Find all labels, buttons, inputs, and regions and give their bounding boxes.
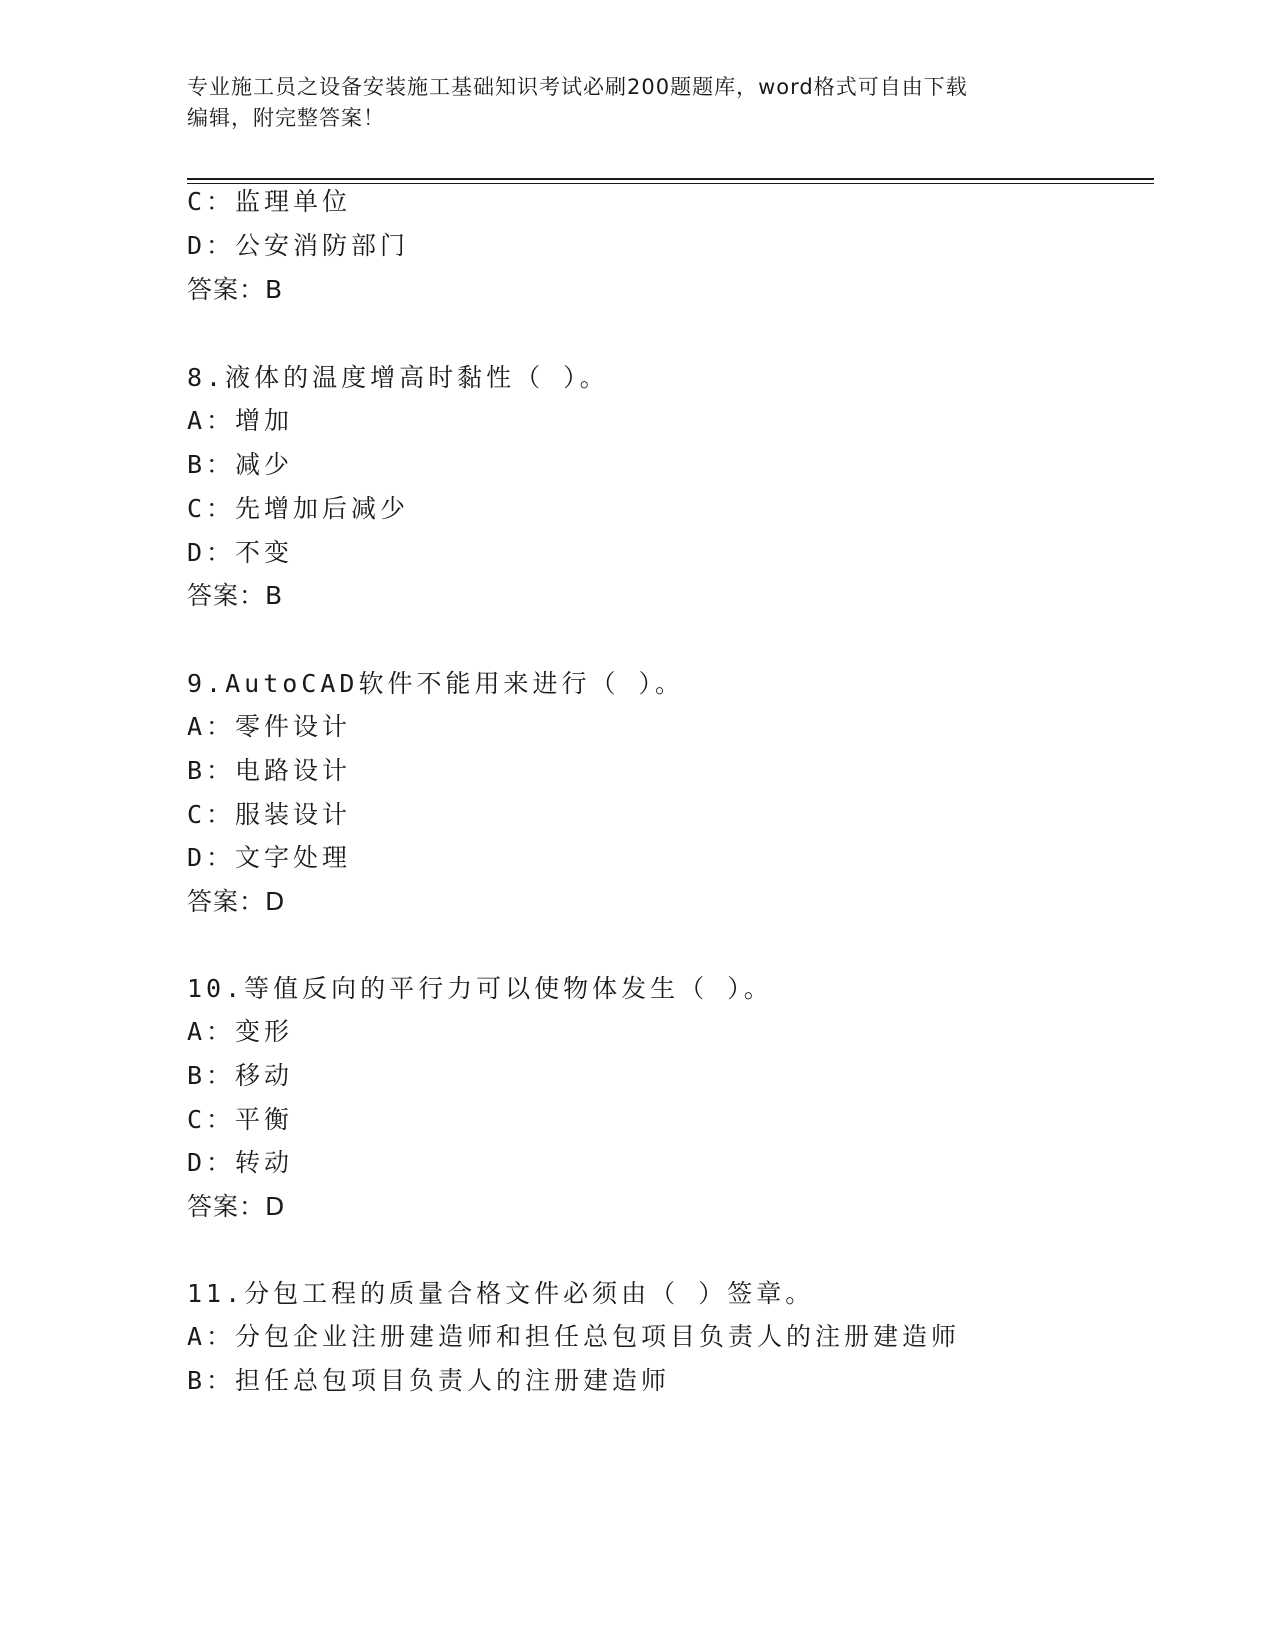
header-line-1: 专业施工员之设备安装施工基础知识考试必刷200题题库，word格式可自由下载 [187, 75, 968, 99]
question-line: D：不变 [187, 538, 294, 567]
answer-line: 答案：B [187, 275, 284, 304]
answer-line: 答案：D [187, 1192, 286, 1221]
question-line: B：担任总包项目负责人的注册建造师 [187, 1366, 671, 1395]
header-line-2: 编辑，附完整答案！ [187, 106, 385, 130]
question-line: D：转动 [187, 1148, 294, 1177]
question-line: C：先增加后减少 [187, 494, 410, 523]
question-line: C：平衡 [187, 1105, 294, 1134]
question-line: C：监理单位 [187, 187, 352, 216]
header-divider-thin [187, 183, 1154, 184]
question-line: D：公安消防部门 [187, 231, 410, 260]
question-line: B：移动 [187, 1061, 294, 1090]
question-line: D：文字处理 [187, 843, 352, 872]
question-line: B：电路设计 [187, 756, 352, 785]
answer-line: 答案：D [187, 887, 286, 916]
question-line: A：变形 [187, 1017, 294, 1046]
document-header [187, 72, 1087, 134]
question-line: C：服装设计 [187, 800, 352, 829]
question-line: 8.液体的温度增高时黏性（ ）。 [187, 363, 609, 392]
question-line: A：增加 [187, 406, 294, 435]
answer-line: 答案：B [187, 581, 284, 610]
question-line: 11.分包工程的质量合格文件必须由（ ）签章。 [187, 1279, 815, 1308]
question-line: B：减少 [187, 450, 294, 479]
question-line: 9.AutoCAD软件不能用来进行（ ）。 [187, 669, 685, 698]
question-line: A：分包企业注册建造师和担任总包项目负责人的注册建造师 [187, 1322, 961, 1351]
question-line: A：零件设计 [187, 712, 352, 741]
header-divider-thick [187, 178, 1154, 180]
question-line: 10.等值反向的平行力可以使物体发生（ ）。 [187, 974, 773, 1003]
